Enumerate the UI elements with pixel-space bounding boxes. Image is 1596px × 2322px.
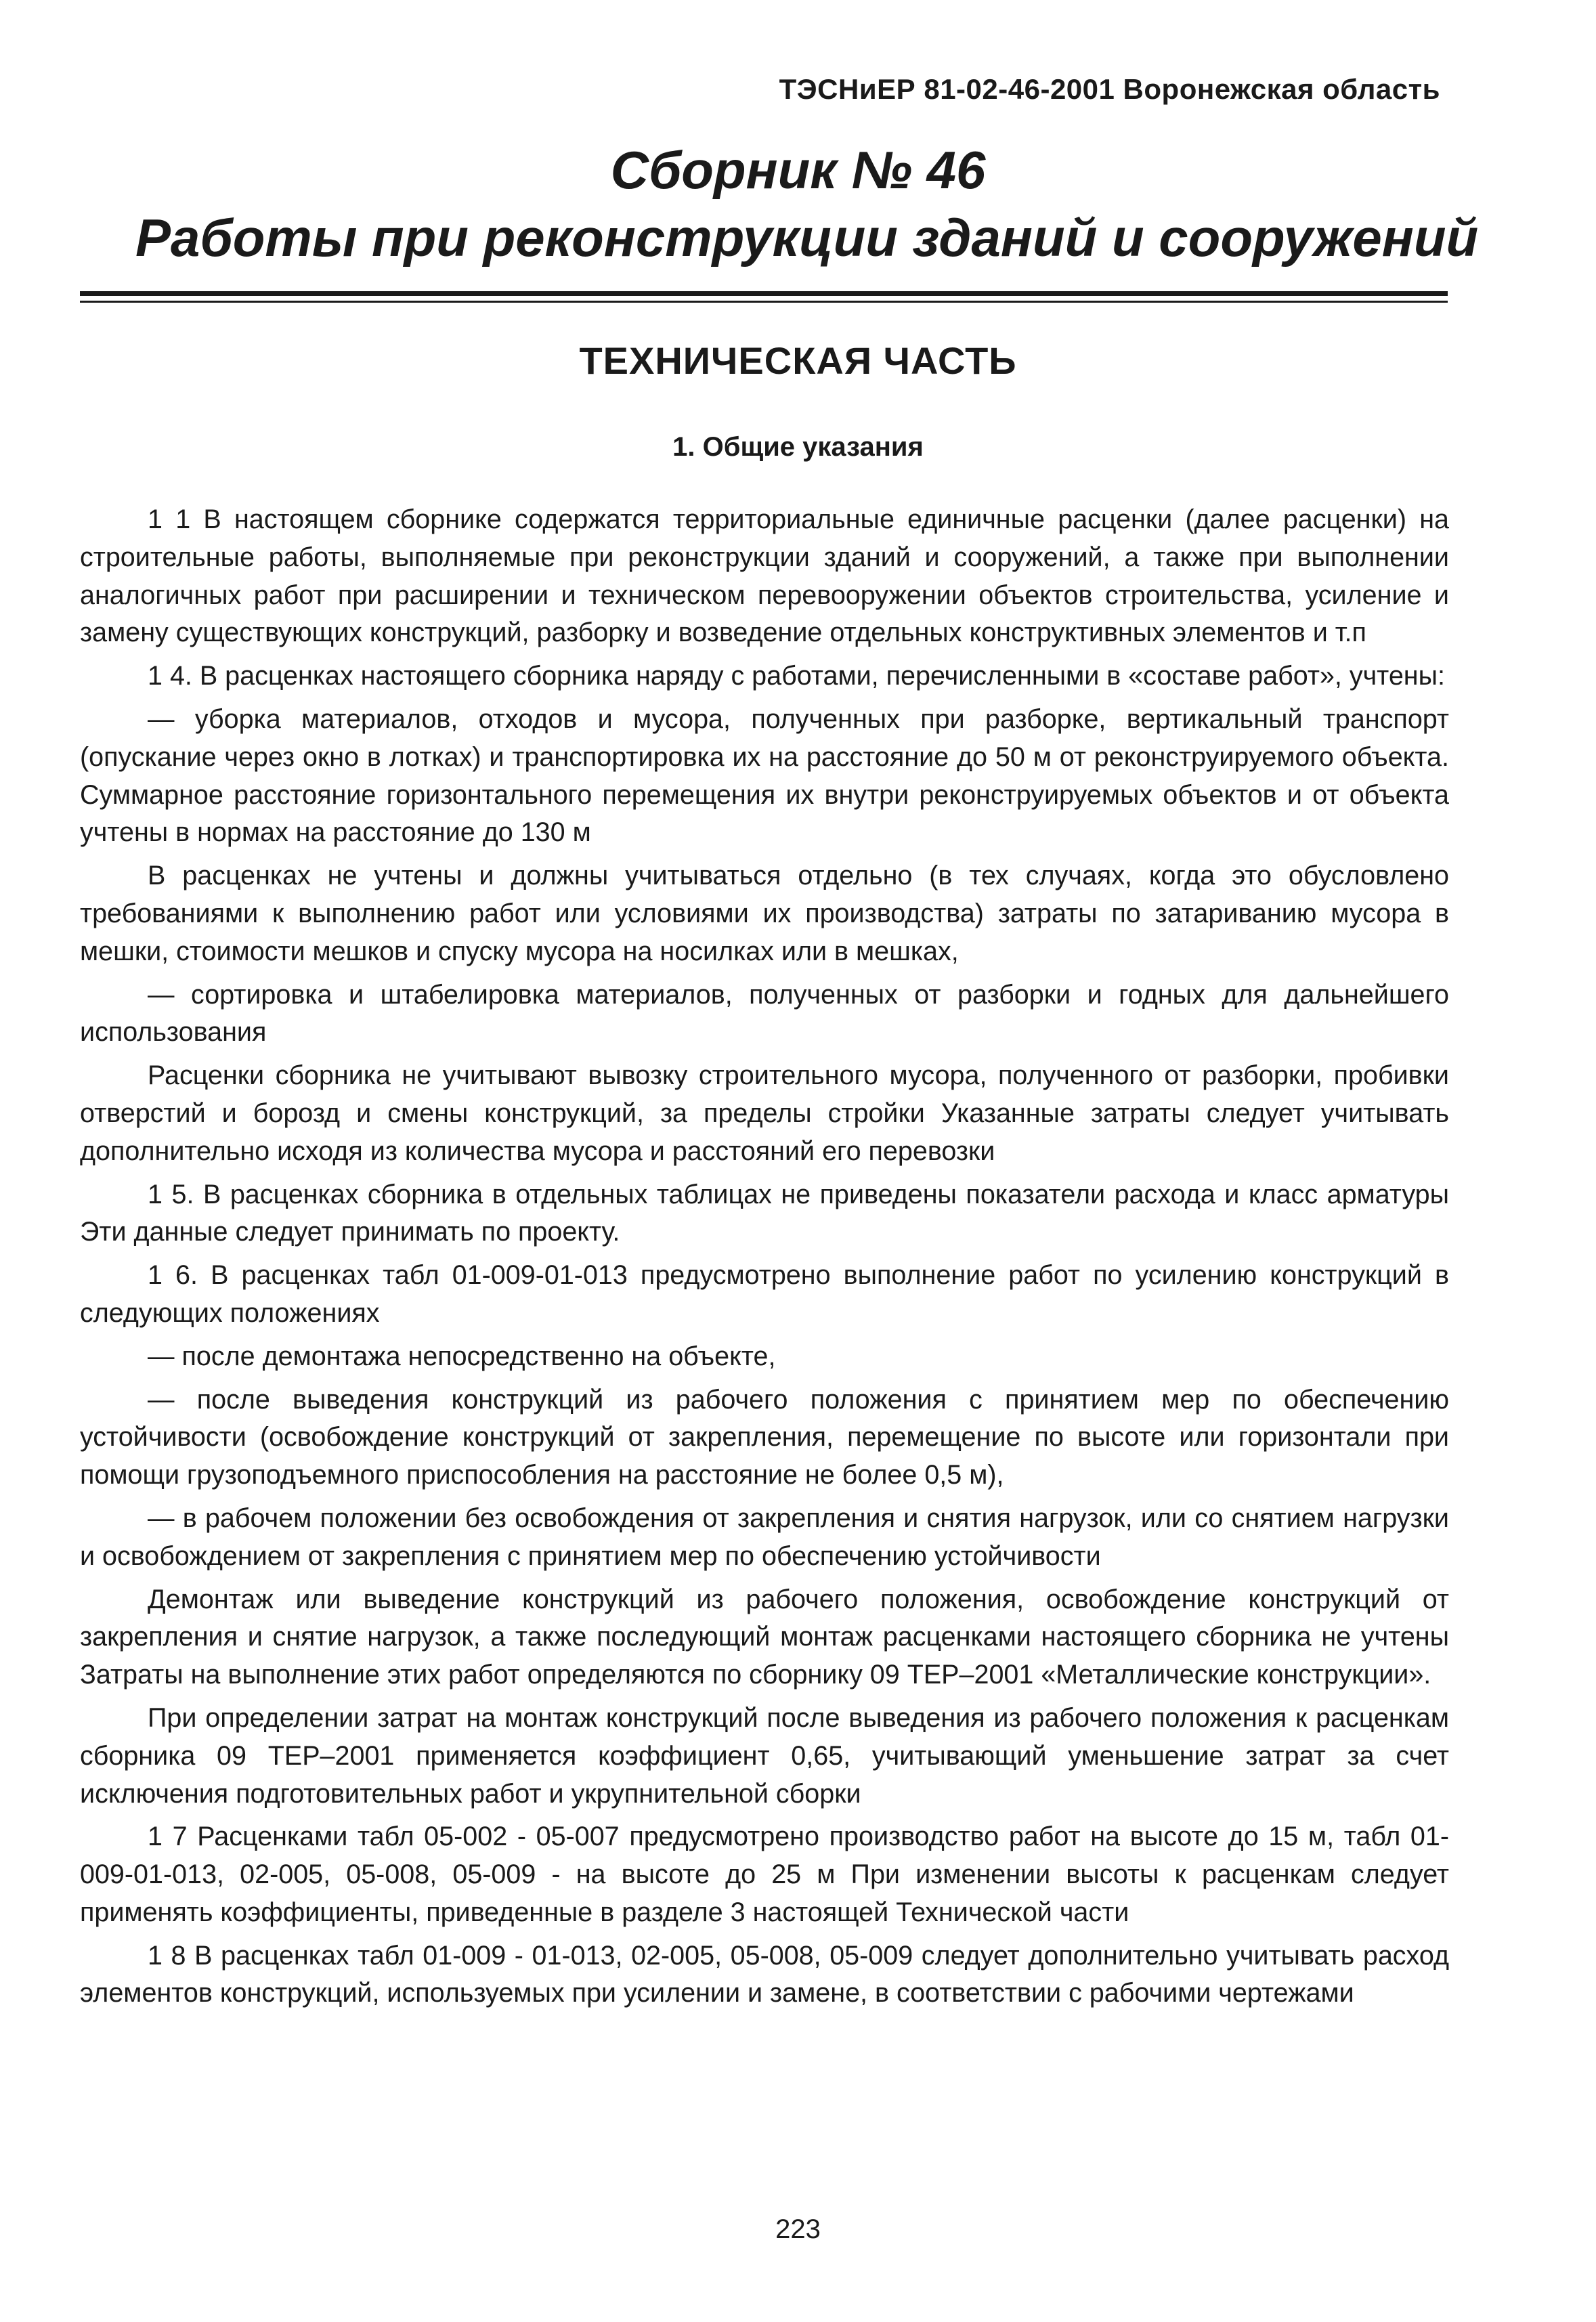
running-header: ТЭСНиЕР 81-02-46-2001 Воронежская область bbox=[779, 73, 1440, 105]
body-text bbox=[80, 501, 1449, 2013]
paragraph: — после демонтажа непосредственно на объекте, bbox=[148, 1341, 776, 1371]
subsection-title: 1. Общие указания bbox=[672, 432, 924, 462]
paragraph: Расценки сборника не учитывают вывозку строительного мусора, полученного от разборки, пробивки отверстий и борозд и смены конструкций, за пределы стройки Указанные затраты следует учитывать дополнительно исходя из количества мусора и расстояний его перевозки bbox=[80, 1060, 1449, 1166]
paragraph: При определении затрат на монтаж конструкций после выведения из рабочего положения к расценкам сборника 09 ТЕР–2001 применяется коэффициент 0,65, учитывающий уменьшение затрат за счет исключения подготовительных работ и укрупнительной сборки bbox=[80, 1702, 1449, 1809]
paragraph: — в рабочем положении без освобождения от закрепления и снятия нагрузок, или со снятием нагрузки и освобождением от закрепления с принятием мер по обеспечению устойчивости bbox=[80, 1503, 1449, 1571]
paragraph: 1 6. В расценках табл 01-009-01-013 предусмотрено выполнение работ по усилению конструкций в следующих положениях bbox=[80, 1260, 1449, 1328]
paragraph: В расценках не учтены и должны учитываться отдельно (в тех случаях, когда это обусловлено требованиями к выполнению работ или условиями их производства) затраты по затариванию мусора в мешки, стоимости мешков и спуску мусора на носилках или в мешках, bbox=[80, 861, 1449, 966]
collection-title: Сборник № 46 bbox=[610, 140, 986, 200]
paragraph: 1 4. В расценках настоящего сборника наряду с работами, перечисленными в «составе работ», учтены: bbox=[148, 661, 1445, 691]
paragraph: — уборка материалов, отходов и мусора, полученных при разборке, вертикальный транспорт (опускание через окно в лотках) и транспортировка их на расстояние до 50 м от реконструируемого объекта. Суммарное расстояние горизонтального перемещения их внутри реконструируемых объектов и от объекта учтены в нормах на расстояние до 130 м bbox=[80, 704, 1449, 848]
paragraph: 1 1 В настоящем сборнике содержатся территориальные единичные расценки (далее расценки) на строительные работы, выполняемые при реконструкции зданий и сооружений, а также при выполнении аналогичных работ при расширении и техническом перевооружении объектов строительства, усиление и замену существующих конструкций, разборку и возведение отдельных конструктивных элементов и т.п bbox=[80, 504, 1449, 648]
paragraph: — после выведения конструкций из рабочего положения с принятием мер по обеспечению устойчивости (освобождение конструкций от закрепления, перемещение по высоте или горизонтали при помощи грузоподъемного приспособления на расстояние не более 0,5 м), bbox=[80, 1384, 1449, 1490]
collection-subtitle: Работы при реконструкции зданий и сооружений bbox=[135, 208, 1479, 267]
section-title: ТЕХНИЧЕСКАЯ ЧАСТЬ bbox=[579, 339, 1017, 382]
paragraph: — сортировка и штабелировка материалов, полученных от разборки и годных для дальнейшего использования bbox=[80, 979, 1449, 1048]
title-rule-thin bbox=[80, 301, 1448, 303]
paragraph: 1 5. В расценках сборника в отдельных таблицах не приведены показатели расхода и класс арматуры Эти данные следует принимать по проекту. bbox=[80, 1179, 1449, 1247]
paragraph: Демонтаж или выведение конструкций из рабочего положения, освобождение конструкций от закрепления и снятие нагрузок, а также последующий монтаж расценками настоящего сборника не учтены Затраты на выполнение этих работ определяются по сборнику 09 ТЕР–2001 «Металлические конструкции». bbox=[80, 1584, 1449, 1690]
page-number: 223 bbox=[775, 2214, 821, 2244]
title-rule-thick bbox=[80, 291, 1448, 296]
paragraph: 1 7 Расценками табл 05-002 - 05-007 предусмотрено производство работ на высоте до 15 м, табл 01-009-01-013, 02-005, 05-008, 05-009 - на высоте до 25 м При изменении высоты к расценкам следует применять коэффициенты, приведенные в разделе 3 настоящей Технической части bbox=[80, 1822, 1449, 1927]
paragraph: 1 8 В расценках табл 01-009 - 01-013, 02-005, 05-008, 05-009 следует дополнительно учитывать расход элементов конструкций, используемых при усилении и замене, в соответствии с рабочими чертежами bbox=[80, 1940, 1449, 2008]
